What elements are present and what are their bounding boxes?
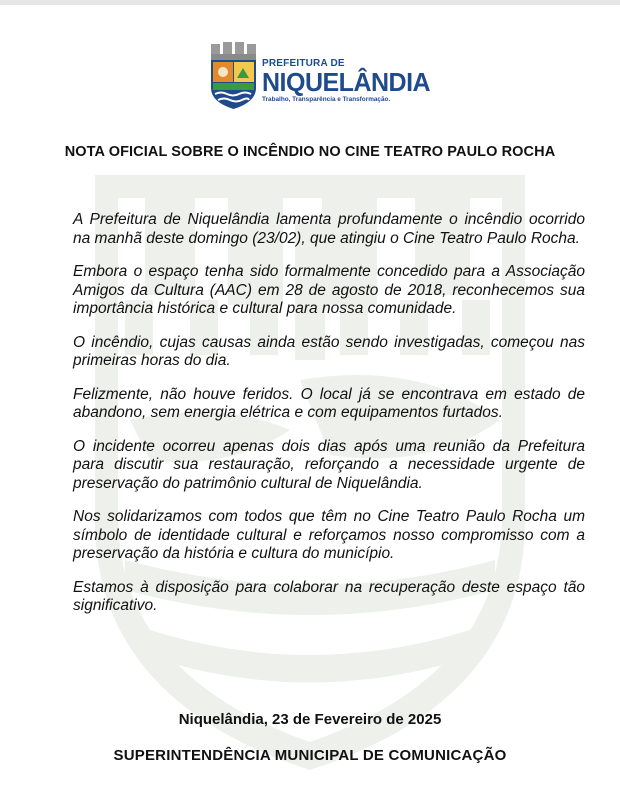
- document-title: NOTA OFICIAL SOBRE O INCÊNDIO NO CINE TEATRO PAULO ROCHA: [64, 144, 556, 160]
- city-logo: [209, 42, 431, 112]
- document-body: [73, 211, 585, 631]
- logo-wordmark: [262, 58, 431, 104]
- paragraph: Embora o espaço tenha sido formalmente concedido para a Associação Amigos da Cultura (AAC) em 28 de agosto de 2018, reconhecemos sua importância histórica e cultural para nossa comunidade.: [73, 263, 585, 317]
- paragraph: Nos solidarizamos com todos que têm no Cine Teatro Paulo Rocha um símbolo de identidade cultural e reforçamos nosso compromisso com a preservação da história e cultura do município.: [73, 508, 585, 562]
- paragraph: Estamos à disposição para colaborar na recuperação deste espaço tão significativo.: [73, 578, 585, 614]
- date-line: Niquelândia, 23 de Fevereiro de 2025: [178, 711, 442, 728]
- signature: SUPERINTENDÊNCIA MUNICIPAL DE COMUNICAÇÃO: [113, 747, 507, 764]
- paragraph: O incêndio, cujas causas ainda estão sendo investigadas, começou nas primeiras horas do dia.: [73, 333, 585, 369]
- city-emblem-icon: [209, 42, 257, 110]
- paragraph: A Prefeitura de Niquelândia lamenta profundamente o incêndio ocorrido na manhã deste domingo (23/02), que atingiu o Cine Teatro Paulo Rocha.: [73, 211, 585, 247]
- logo-city-name: NIQUELÂNDIA: [262, 67, 431, 98]
- logo-slogan: Trabalho, Transparência e Transformação.: [262, 96, 391, 103]
- logo-prefeitura-label: PREFEITURA DE: [262, 58, 345, 69]
- paragraph: Felizmente, não houve feridos. O local já se encontrava em estado de abandono, sem energia elétrica e com equipamentos furtados.: [73, 385, 585, 421]
- paragraph: O incidente ocorreu apenas dois dias após uma reunião da Prefeitura para discutir sua restauração, reforçando a necessidade urgente de preservação do patrimônio cultural de Niquelândia.: [73, 437, 585, 492]
